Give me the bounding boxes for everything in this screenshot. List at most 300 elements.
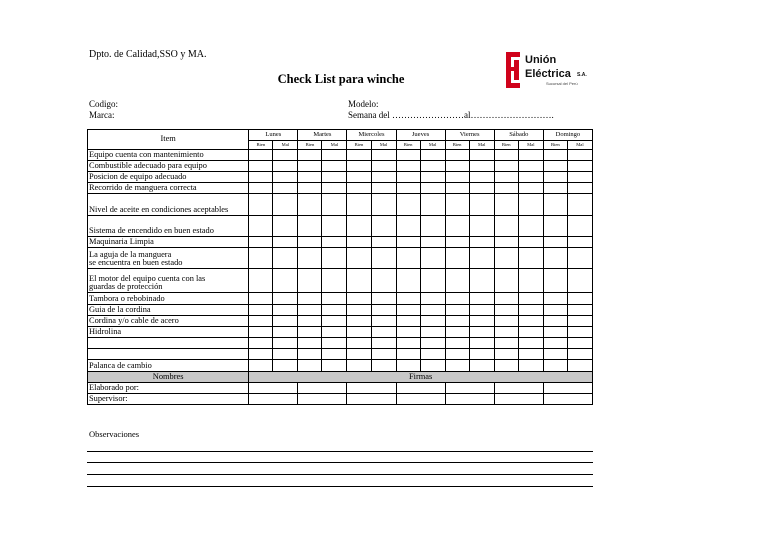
- check-cell[interactable]: [494, 316, 518, 327]
- check-cell[interactable]: [298, 269, 322, 293]
- table-row: [88, 216, 593, 237]
- check-cell[interactable]: [445, 216, 469, 237]
- check-cell[interactable]: [494, 172, 518, 183]
- check-cell[interactable]: [371, 216, 396, 237]
- check-cell[interactable]: [494, 305, 518, 316]
- check-cell[interactable]: [494, 327, 518, 338]
- check-cell[interactable]: [469, 360, 494, 372]
- check-cell[interactable]: [469, 349, 494, 360]
- check-cell[interactable]: [469, 237, 494, 248]
- check-cell[interactable]: [494, 248, 518, 269]
- check-cell[interactable]: [273, 305, 298, 316]
- check-cell[interactable]: [249, 161, 273, 172]
- check-cell[interactable]: [273, 150, 298, 161]
- check-cell[interactable]: [445, 237, 469, 248]
- check-cell[interactable]: [347, 183, 371, 194]
- signature-cell[interactable]: [543, 383, 592, 394]
- check-cell[interactable]: [420, 172, 445, 183]
- check-cell[interactable]: [494, 237, 518, 248]
- check-cell[interactable]: [518, 194, 543, 216]
- check-cell[interactable]: [298, 172, 322, 183]
- signature-cell[interactable]: [347, 394, 396, 405]
- check-cell[interactable]: [322, 150, 347, 161]
- check-cell[interactable]: [420, 194, 445, 216]
- check-cell[interactable]: [347, 172, 371, 183]
- bien-header: Bien: [249, 141, 273, 150]
- check-cell[interactable]: [567, 269, 592, 293]
- check-cell[interactable]: [371, 316, 396, 327]
- mal-header: Mal: [518, 141, 543, 150]
- check-cell[interactable]: [298, 161, 322, 172]
- check-cell[interactable]: [420, 338, 445, 349]
- check-cell[interactable]: [567, 216, 592, 237]
- check-cell[interactable]: [298, 305, 322, 316]
- check-cell[interactable]: [469, 338, 494, 349]
- check-cell[interactable]: [298, 293, 322, 305]
- item-label: Guia de la cordina: [88, 305, 249, 316]
- check-cell[interactable]: [567, 316, 592, 327]
- modelo-label: Modelo:: [348, 99, 379, 109]
- check-cell[interactable]: [371, 237, 396, 248]
- check-cell[interactable]: [298, 349, 322, 360]
- check-cell[interactable]: [494, 216, 518, 237]
- logo-mark-icon: [504, 50, 524, 94]
- check-cell[interactable]: [322, 269, 347, 293]
- check-cell[interactable]: [420, 161, 445, 172]
- check-cell[interactable]: [371, 327, 396, 338]
- table-row: [88, 360, 593, 372]
- check-cell[interactable]: [347, 305, 371, 316]
- check-cell[interactable]: [567, 237, 592, 248]
- check-cell[interactable]: [567, 194, 592, 216]
- check-cell[interactable]: [249, 316, 273, 327]
- nombres-header: Nombres: [88, 372, 249, 383]
- signature-row: [88, 383, 593, 394]
- check-cell[interactable]: [494, 150, 518, 161]
- check-cell[interactable]: [518, 150, 543, 161]
- signature-cell[interactable]: [347, 383, 396, 394]
- check-cell[interactable]: [273, 194, 298, 216]
- logo-text-union: Unión: [525, 54, 557, 66]
- check-cell[interactable]: [543, 183, 567, 194]
- signature-cell[interactable]: [445, 383, 494, 394]
- check-cell[interactable]: [420, 216, 445, 237]
- check-cell[interactable]: [445, 338, 469, 349]
- check-cell[interactable]: [445, 150, 469, 161]
- check-cell[interactable]: [371, 349, 396, 360]
- check-cell[interactable]: [445, 172, 469, 183]
- check-cell[interactable]: [396, 305, 420, 316]
- item-label: Cordina y/o cable de acero: [88, 316, 249, 327]
- check-cell[interactable]: [543, 360, 567, 372]
- check-cell[interactable]: [273, 349, 298, 360]
- check-cell[interactable]: [567, 293, 592, 305]
- check-cell[interactable]: [322, 338, 347, 349]
- logo-text-electrica: Eléctrica: [525, 68, 571, 80]
- check-cell[interactable]: [518, 349, 543, 360]
- item-label: Tambora o rebobinado: [88, 293, 249, 305]
- check-cell[interactable]: [249, 327, 273, 338]
- check-cell[interactable]: [543, 161, 567, 172]
- check-cell[interactable]: [469, 316, 494, 327]
- check-cell[interactable]: [396, 293, 420, 305]
- check-cell[interactable]: [396, 194, 420, 216]
- check-cell[interactable]: [396, 338, 420, 349]
- check-cell[interactable]: [298, 327, 322, 338]
- check-cell[interactable]: [371, 293, 396, 305]
- check-cell[interactable]: [347, 248, 371, 269]
- check-cell[interactable]: [273, 172, 298, 183]
- check-cell[interactable]: [371, 360, 396, 372]
- check-cell[interactable]: [567, 150, 592, 161]
- check-cell[interactable]: [469, 269, 494, 293]
- check-cell[interactable]: [347, 316, 371, 327]
- check-cell[interactable]: [567, 161, 592, 172]
- table-row: [88, 338, 593, 349]
- check-cell[interactable]: [543, 150, 567, 161]
- table-row: [88, 316, 593, 327]
- check-cell[interactable]: [371, 183, 396, 194]
- check-cell[interactable]: [322, 161, 347, 172]
- day-header-lunes: Lunes: [249, 130, 298, 141]
- check-cell[interactable]: [249, 194, 273, 216]
- observaciones-label: Observaciones: [89, 429, 140, 439]
- signature-cell[interactable]: [543, 394, 592, 405]
- observaciones-line: [87, 451, 593, 452]
- check-cell[interactable]: [494, 183, 518, 194]
- check-cell[interactable]: [518, 316, 543, 327]
- check-cell[interactable]: [420, 183, 445, 194]
- check-cell[interactable]: [249, 216, 273, 237]
- item-label: Hidrolina: [88, 327, 249, 338]
- check-cell[interactable]: [494, 349, 518, 360]
- check-cell[interactable]: [543, 216, 567, 237]
- signature-cell[interactable]: [445, 394, 494, 405]
- item-label: Equipo cuenta con mantenimiento: [88, 150, 249, 161]
- signature-cell[interactable]: [249, 394, 298, 405]
- check-cell[interactable]: [273, 248, 298, 269]
- check-cell[interactable]: [494, 161, 518, 172]
- check-cell[interactable]: [567, 248, 592, 269]
- check-cell[interactable]: [469, 293, 494, 305]
- check-cell[interactable]: [567, 327, 592, 338]
- check-cell[interactable]: [420, 349, 445, 360]
- check-cell[interactable]: [469, 172, 494, 183]
- bien-header: Bien: [494, 141, 518, 150]
- signature-cell[interactable]: [298, 394, 347, 405]
- check-cell[interactable]: [347, 194, 371, 216]
- signature-row: [88, 394, 593, 405]
- check-cell[interactable]: [469, 194, 494, 216]
- check-cell[interactable]: [322, 293, 347, 305]
- check-cell[interactable]: [249, 172, 273, 183]
- check-cell[interactable]: [347, 216, 371, 237]
- check-cell[interactable]: [445, 360, 469, 372]
- check-cell[interactable]: [273, 327, 298, 338]
- signature-cell[interactable]: [249, 383, 298, 394]
- check-cell[interactable]: [543, 237, 567, 248]
- signature-cell[interactable]: [494, 383, 543, 394]
- check-cell[interactable]: [518, 338, 543, 349]
- check-cell[interactable]: [249, 293, 273, 305]
- check-cell[interactable]: [371, 150, 396, 161]
- check-cell[interactable]: [322, 237, 347, 248]
- check-cell[interactable]: [249, 150, 273, 161]
- check-cell[interactable]: [543, 194, 567, 216]
- day-header-martes: Martes: [298, 130, 347, 141]
- check-cell[interactable]: [298, 360, 322, 372]
- check-cell[interactable]: [420, 316, 445, 327]
- check-cell[interactable]: [347, 150, 371, 161]
- check-cell[interactable]: [298, 150, 322, 161]
- check-cell[interactable]: [469, 248, 494, 269]
- check-cell[interactable]: [347, 338, 371, 349]
- day-header-miercoles: Miercoles: [347, 130, 396, 141]
- check-cell[interactable]: [567, 349, 592, 360]
- check-cell[interactable]: [396, 150, 420, 161]
- mal-header: Mal: [567, 141, 592, 150]
- item-label: El motor del equipo cuenta con las guardas de protección: [88, 269, 249, 293]
- check-cell[interactable]: [273, 338, 298, 349]
- item-label: Nivel de aceite en condiciones aceptables: [88, 194, 249, 216]
- check-cell[interactable]: [249, 360, 273, 372]
- day-header-domingo: Domingo: [543, 130, 592, 141]
- check-cell[interactable]: [420, 150, 445, 161]
- check-cell[interactable]: [396, 237, 420, 248]
- check-cell[interactable]: [420, 269, 445, 293]
- check-cell[interactable]: [567, 183, 592, 194]
- check-cell[interactable]: [469, 327, 494, 338]
- table-row: [88, 248, 593, 269]
- firmas-header: Firmas: [249, 372, 593, 383]
- table-row: [88, 269, 593, 293]
- department-label: Dpto. de Calidad,SSO y MA.: [89, 49, 207, 60]
- item-label: Sistema de encendido en buen estado: [88, 216, 249, 237]
- item-label: Palanca de cambio: [88, 360, 249, 372]
- check-cell[interactable]: [396, 248, 420, 269]
- check-cell[interactable]: [322, 305, 347, 316]
- check-cell[interactable]: [371, 305, 396, 316]
- check-cell[interactable]: [396, 349, 420, 360]
- check-cell[interactable]: [543, 305, 567, 316]
- check-cell[interactable]: [445, 316, 469, 327]
- marca-label: Marca:: [89, 110, 115, 120]
- check-cell[interactable]: [371, 161, 396, 172]
- check-cell[interactable]: [445, 327, 469, 338]
- check-cell[interactable]: [518, 237, 543, 248]
- check-cell[interactable]: [298, 237, 322, 248]
- check-cell[interactable]: [273, 269, 298, 293]
- check-cell[interactable]: [445, 248, 469, 269]
- check-cell[interactable]: [371, 269, 396, 293]
- check-cell[interactable]: [543, 349, 567, 360]
- check-cell[interactable]: [371, 172, 396, 183]
- check-cell[interactable]: [322, 216, 347, 237]
- check-cell[interactable]: [322, 183, 347, 194]
- check-cell[interactable]: [469, 161, 494, 172]
- check-cell[interactable]: [518, 216, 543, 237]
- check-cell[interactable]: [322, 349, 347, 360]
- check-cell[interactable]: [273, 183, 298, 194]
- check-cell[interactable]: [396, 172, 420, 183]
- item-label: La aguja de la manguera se encuentra en buen estado: [88, 248, 249, 269]
- item-label: [88, 338, 249, 349]
- check-cell[interactable]: [298, 194, 322, 216]
- observaciones-line: [87, 474, 593, 475]
- check-cell[interactable]: [494, 360, 518, 372]
- check-cell[interactable]: [371, 194, 396, 216]
- check-cell[interactable]: [396, 161, 420, 172]
- check-cell[interactable]: [273, 360, 298, 372]
- check-cell[interactable]: [273, 293, 298, 305]
- check-cell[interactable]: [249, 183, 273, 194]
- day-header-viernes: Viernes: [445, 130, 494, 141]
- company-logo: [504, 50, 599, 94]
- check-cell[interactable]: [298, 183, 322, 194]
- check-cell[interactable]: [543, 293, 567, 305]
- check-cell[interactable]: [420, 293, 445, 305]
- table-row: [88, 349, 593, 360]
- check-cell[interactable]: [396, 316, 420, 327]
- check-cell[interactable]: [396, 183, 420, 194]
- check-cell[interactable]: [396, 216, 420, 237]
- check-cell[interactable]: [347, 269, 371, 293]
- check-cell[interactable]: [518, 360, 543, 372]
- check-cell[interactable]: [273, 316, 298, 327]
- check-cell[interactable]: [371, 338, 396, 349]
- check-cell[interactable]: [347, 293, 371, 305]
- check-cell[interactable]: [249, 349, 273, 360]
- check-cell[interactable]: [273, 216, 298, 237]
- check-cell[interactable]: [249, 269, 273, 293]
- check-cell[interactable]: [543, 269, 567, 293]
- check-cell[interactable]: [420, 248, 445, 269]
- signature-cell[interactable]: [494, 394, 543, 405]
- check-cell[interactable]: [469, 150, 494, 161]
- check-cell[interactable]: [322, 360, 347, 372]
- mal-header: Mal: [273, 141, 298, 150]
- check-cell[interactable]: [445, 269, 469, 293]
- mal-header: Mal: [371, 141, 396, 150]
- codigo-label: Codigo:: [89, 99, 119, 109]
- check-cell[interactable]: [420, 237, 445, 248]
- check-cell[interactable]: [249, 305, 273, 316]
- check-cell[interactable]: [371, 248, 396, 269]
- check-cell[interactable]: [518, 269, 543, 293]
- check-cell[interactable]: [322, 327, 347, 338]
- signature-cell[interactable]: [298, 383, 347, 394]
- check-cell[interactable]: [494, 293, 518, 305]
- item-label: Posicion de equipo adecuado: [88, 172, 249, 183]
- check-cell[interactable]: [347, 349, 371, 360]
- item-label: Recorrido de manguera correcta: [88, 183, 249, 194]
- check-cell[interactable]: [347, 237, 371, 248]
- check-cell[interactable]: [298, 248, 322, 269]
- check-cell[interactable]: [249, 338, 273, 349]
- check-cell[interactable]: [445, 349, 469, 360]
- table-row: [88, 183, 593, 194]
- signature-label: Supervisor:: [88, 394, 249, 405]
- check-cell[interactable]: [273, 237, 298, 248]
- check-cell[interactable]: [322, 316, 347, 327]
- check-cell[interactable]: [298, 338, 322, 349]
- item-header: Item: [88, 130, 249, 150]
- check-cell[interactable]: [396, 360, 420, 372]
- item-label: Combustible adecuado para equipo: [88, 161, 249, 172]
- check-cell[interactable]: [273, 161, 298, 172]
- check-cell[interactable]: [567, 305, 592, 316]
- check-cell[interactable]: [543, 327, 567, 338]
- check-cell[interactable]: [469, 183, 494, 194]
- logo-text-sa: S.A.: [577, 72, 587, 78]
- check-cell[interactable]: [445, 293, 469, 305]
- check-cell[interactable]: [347, 161, 371, 172]
- check-cell[interactable]: [298, 216, 322, 237]
- check-cell[interactable]: [347, 360, 371, 372]
- check-cell[interactable]: [543, 172, 567, 183]
- check-cell[interactable]: [518, 172, 543, 183]
- check-cell[interactable]: [420, 305, 445, 316]
- check-cell[interactable]: [518, 305, 543, 316]
- check-cell[interactable]: [469, 305, 494, 316]
- check-cell[interactable]: [494, 194, 518, 216]
- check-cell[interactable]: [445, 194, 469, 216]
- bien-header: Bien: [445, 141, 469, 150]
- check-cell[interactable]: [347, 327, 371, 338]
- check-cell[interactable]: [420, 327, 445, 338]
- logo-subtitle: Sucursal del Perú: [546, 81, 578, 86]
- check-cell[interactable]: [543, 248, 567, 269]
- check-cell[interactable]: [396, 269, 420, 293]
- signature-cell[interactable]: [396, 383, 445, 394]
- check-cell[interactable]: [518, 248, 543, 269]
- check-cell[interactable]: [543, 338, 567, 349]
- check-cell[interactable]: [567, 360, 592, 372]
- check-cell[interactable]: [469, 216, 494, 237]
- check-cell[interactable]: [298, 316, 322, 327]
- check-cell[interactable]: [420, 360, 445, 372]
- check-cell[interactable]: [249, 248, 273, 269]
- check-cell[interactable]: [567, 338, 592, 349]
- check-cell[interactable]: [322, 248, 347, 269]
- day-header-sábado: Sábado: [494, 130, 543, 141]
- check-cell[interactable]: [518, 327, 543, 338]
- check-cell[interactable]: [567, 172, 592, 183]
- check-cell[interactable]: [322, 194, 347, 216]
- document-title: Check List para winche: [277, 72, 405, 86]
- check-cell[interactable]: [322, 172, 347, 183]
- table-row: [88, 305, 593, 316]
- bien-header: Bien: [347, 141, 371, 150]
- check-cell[interactable]: [494, 338, 518, 349]
- day-header-jueves: Jueves: [396, 130, 445, 141]
- check-cell[interactable]: [518, 293, 543, 305]
- check-cell[interactable]: [518, 161, 543, 172]
- observaciones-line: [87, 462, 593, 463]
- check-cell[interactable]: [445, 305, 469, 316]
- check-cell[interactable]: [249, 237, 273, 248]
- check-cell[interactable]: [445, 161, 469, 172]
- check-cell[interactable]: [445, 183, 469, 194]
- signature-cell[interactable]: [396, 394, 445, 405]
- check-cell[interactable]: [396, 327, 420, 338]
- mal-header: Mal: [469, 141, 494, 150]
- check-cell[interactable]: [543, 316, 567, 327]
- check-cell[interactable]: [494, 269, 518, 293]
- table-row: [88, 172, 593, 183]
- check-cell[interactable]: [518, 183, 543, 194]
- bien-header: Bien: [298, 141, 322, 150]
